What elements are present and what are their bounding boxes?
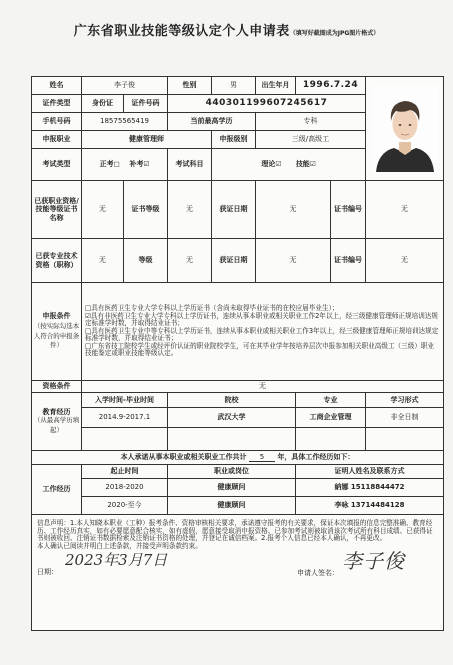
pro-level-label: 等级 [124,239,168,283]
cert-date-label: 获证日期 [212,181,256,239]
edu-school-1[interactable]: 武汉大学 [168,408,296,428]
exam-makeup-label: 补考 [129,160,144,169]
condition-item-2[interactable]: ☑具有非医药卫生专业大学专科以上学历证书，连续从事本职业或相关职业工作2年以上，经三级健康管理师正规培训达规定标准学时数，并取得结业证书； [85,311,438,328]
id-no-label: 证件号码 [124,95,168,113]
form-title-main: 广东省职业技能等级认定个人申请表 [73,24,290,39]
work-summary-suffix: 年，具体工作经历如下： [277,452,355,461]
edu-col-period: 入学时间-毕业时间 [82,393,168,408]
pro-date-value[interactable]: 无 [256,239,331,283]
application-table [31,76,444,631]
edu-major-1[interactable]: 工商企业管理 [296,408,366,428]
name-value[interactable]: 李子俊 [82,77,168,95]
edu-value[interactable]: 专科 [256,113,366,131]
row-name [32,77,444,95]
edu-period-2[interactable] [82,428,168,451]
pro-date-label: 获证日期 [212,239,256,283]
work-col-position: 职业或岗位 [168,465,296,479]
level-value[interactable]: 三级/高级工 [256,131,366,149]
row-declaration [32,515,444,631]
subject-theory-checkbox[interactable]: ☑ [275,160,282,169]
condition-item-3[interactable]: □具有医药卫生专业中等专科以上学历证书，连续从事本职业或相关职业工作3年以上，经三级健康管理师正规培训达规定标准学时数，并取得结业证书； [85,326,439,343]
conditions-label: 申报条件 [42,311,71,320]
education-note: （从最高学历填起） [33,416,80,434]
photo-cell [366,77,444,181]
education-label: 教育经历 [42,408,71,417]
qual-cert-value[interactable]: 无 [82,181,124,239]
edu-period-1[interactable]: 2014.9-2017.1 [82,408,168,428]
row-conditions [32,283,444,381]
date-value[interactable]: 2023年3月7日 [65,551,168,570]
subject-theory-label: 理论 [261,160,276,169]
pro-no-label: 证书编号 [331,239,366,283]
exam-subject-options [212,149,366,181]
exam-normal-label: 正考 [99,160,114,169]
exam-subject-label: 考试科目 [168,149,212,181]
work-position-2[interactable]: 健康顾问 [168,497,296,515]
occupation-label: 申报职业 [32,131,82,149]
row-work-header [32,465,444,479]
condition-item-4[interactable]: □广东省技工院校学生或经评价认证的职业院校学生，可在其毕业学年按培养层次申报参加相关职业高级工（三级）职业技能鉴定或职业技能等级认定。 [85,341,435,358]
row-professional-title [32,239,444,283]
form-title [0,20,453,39]
cert-level-label: 证书等级 [124,181,168,239]
work-position-1[interactable]: 健康顾问 [168,479,296,497]
edu-major-2[interactable] [296,428,366,451]
declaration-text: 信息声明：1.本人知晓本职业（工种）报考条件、资格审核相关要求，承诺遵守报考的有关要求，保证本次填报的信息完整准确、教育经历、工作经历真实，如有必要愿意配合核实，如有虚假，愿意接受取消申报资格、已参加考试则被取消该次考试所有科目成绩、已获得证书则被收回、注销证书数据检索及注销证书资格的处理，并登记在诚信档案。2.报考个人信息已经本人确认，不再更改。 [37,519,433,543]
pro-title-value[interactable]: 无 [82,239,124,283]
exam-type-label: 考试类型 [32,149,82,181]
subject-skill-checkbox[interactable]: ☑ [309,160,316,169]
phone-label: 手机号码 [32,113,82,131]
conditions-note: （按实际勾选本人符合的申报条件） [33,321,80,350]
major-label: 资格条件 [32,381,82,393]
row-major [32,381,444,393]
level-label: 申报级别 [212,131,256,149]
row-work-summary [32,451,444,465]
pro-no-value[interactable]: 无 [366,239,444,283]
edu-col-school: 院校 [168,393,296,408]
work-years[interactable]: 5 [249,453,275,462]
condition-item-1[interactable]: □具有医药卫生专业大学专科以上学历证书（含尚未取得毕业证书的在校应届毕业生）； [85,303,339,312]
work-period-2[interactable]: 2020-至今 [82,497,168,515]
cert-no-label: 证书编号 [331,181,366,239]
work-label: 工作经历 [32,465,82,515]
declaration-confirm: 本人确认已阅读并明白上述条款，并接受声明条款约束。 [37,541,202,550]
table-row [32,497,444,515]
conditions-label-cell [32,283,82,381]
work-period-1[interactable]: 2018-2020 [82,479,168,497]
dob-label: 出生年月 [256,77,296,95]
major-value[interactable]: 无 [82,381,444,393]
subject-skill-label: 技能 [295,160,310,169]
signature[interactable]: 李子俊 [342,549,405,574]
cert-level-value[interactable]: 无 [168,181,212,239]
declaration-cell [32,515,444,631]
education-label-cell [32,393,82,451]
id-no-value[interactable]: 440301199607245617 [168,95,366,113]
qual-cert-label: 已获职业资格/技能等级证书名称 [32,181,82,239]
dob-value[interactable]: 1996.7.24 [296,77,366,95]
table-row [32,479,444,497]
pro-title-label: 已获专业技术资格（职称） [32,239,82,283]
sign-label: 申请人签名： [297,569,339,578]
table-row [32,428,444,451]
occupation-value[interactable]: 健康管理师 [82,131,212,149]
signature-line [37,550,438,592]
work-col-period: 起止时间 [82,465,168,479]
gender-label: 性别 [168,77,212,95]
edu-mode-1[interactable]: 非全日制 [366,408,444,428]
table-row [32,408,444,428]
applicant-photo [372,86,438,172]
work-reference-2[interactable]: 李咏 13714484128 [296,497,444,515]
exam-makeup-checkbox[interactable]: ☑ [143,160,150,169]
edu-mode-2[interactable] [366,428,444,451]
pro-level-value[interactable]: 无 [168,239,212,283]
phone-value[interactable]: 18575565419 [82,113,168,131]
edu-label: 当前最高学历 [168,113,256,131]
edu-col-major: 专业 [296,393,366,408]
exam-type-options [82,149,168,181]
id-type-value[interactable]: 身份证 [82,95,124,113]
row-qualification-cert [32,181,444,239]
work-col-reference: 证明人姓名及联系方式 [296,465,444,479]
edu-school-2[interactable] [168,428,296,451]
form-title-sub: （填写好截图成为JPG图片格式） [289,30,380,37]
cert-no-value[interactable]: 无 [366,181,444,239]
edu-col-mode: 学习形式 [366,393,444,408]
exam-normal-checkbox[interactable]: □ [113,160,120,169]
name-label: 姓名 [32,77,82,95]
gender-value[interactable]: 男 [212,77,256,95]
cert-date-value[interactable]: 无 [256,181,331,239]
work-summary [32,451,444,465]
id-type-label: 证件类型 [32,95,82,113]
date-label: 日期： [37,568,58,577]
work-summary-prefix: 本人承诺从事本职业或相关职业工作共计 [120,452,247,461]
work-reference-1[interactable]: 納娜 15118844472 [296,479,444,497]
conditions-list [82,283,444,381]
row-education-header [32,393,444,408]
